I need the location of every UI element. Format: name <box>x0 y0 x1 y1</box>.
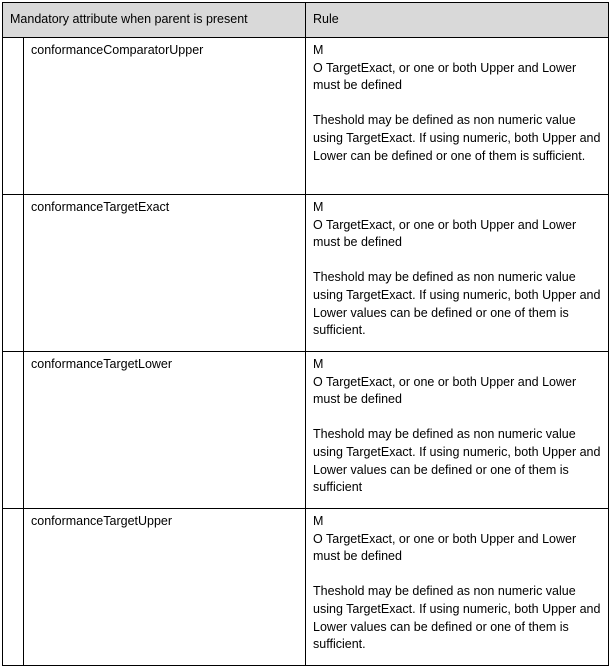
table-row <box>3 352 609 509</box>
header-rule-cell <box>306 3 609 38</box>
rule-note: Theshold may be defined as non numeric value using TargetExact. If using numeric, both Upper and Lower values can be defined or one of them is sufficient. <box>313 270 601 338</box>
attribute-cell <box>24 38 306 195</box>
rule-mandatory: M <box>313 43 324 57</box>
rule-cell <box>306 195 609 352</box>
rule-mandatory: M <box>313 514 324 528</box>
attribute-name: conformanceComparatorUpper <box>31 43 204 57</box>
rule-spacer <box>313 409 601 427</box>
rule-spacer <box>313 252 601 270</box>
rule-mandatory: M <box>313 357 324 371</box>
rule-note: Theshold may be defined as non numeric value using TargetExact. If using numeric, both Upper and Lower can be defined or one of them is sufficient. <box>313 113 601 163</box>
rule-mandatory: M <box>313 200 324 214</box>
attribute-cell <box>24 352 306 509</box>
rule-note: Theshold may be defined as non numeric value using TargetExact. If using numeric, both Upper and Lower values can be defined or one of them is sufficient. <box>313 584 601 652</box>
rule-optional: O TargetExact, or one or both Upper and Lower must be defined <box>313 531 577 564</box>
header-attribute-cell <box>3 3 306 38</box>
attribute-name: conformanceTargetUpper <box>31 514 173 528</box>
indent-cell <box>3 38 24 195</box>
rule-optional: O TargetExact, or one or both Upper and Lower must be defined <box>313 60 577 93</box>
rule-spacer <box>313 95 601 113</box>
attribute-cell <box>24 195 306 352</box>
header-attribute-label: Mandatory attribute when parent is present <box>10 12 248 27</box>
table-row <box>3 509 609 666</box>
rule-note: Theshold may be defined as non numeric value using TargetExact. If using numeric, both Upper and Lower values can be defined or one of them is sufficient <box>313 427 601 495</box>
table-header-row <box>3 3 609 38</box>
rule-spacer <box>313 566 601 584</box>
attribute-cell <box>24 509 306 666</box>
table-row <box>3 38 609 195</box>
rule-cell <box>306 38 609 195</box>
rule-cell <box>306 352 609 509</box>
attribute-name: conformanceTargetExact <box>31 200 170 214</box>
rule-cell <box>306 509 609 666</box>
rule-optional: O TargetExact, or one or both Upper and Lower must be defined <box>313 374 577 407</box>
header-rule-label: Rule <box>313 12 339 27</box>
rules-table <box>2 2 609 666</box>
attribute-name: conformanceTargetLower <box>31 357 173 371</box>
indent-cell <box>3 352 24 509</box>
indent-cell <box>3 509 24 666</box>
indent-cell <box>3 195 24 352</box>
table-row <box>3 195 609 352</box>
rule-optional: O TargetExact, or one or both Upper and Lower must be defined <box>313 217 577 250</box>
